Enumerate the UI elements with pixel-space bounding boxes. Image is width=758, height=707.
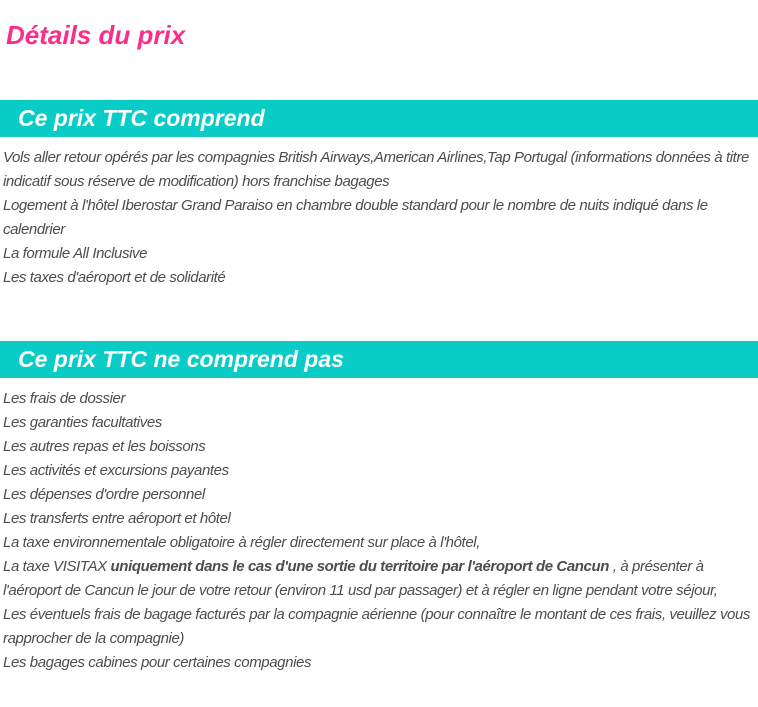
included-item: Vols aller retour opérés par les compagnies British Airways,American Airlines,Tap Portugal (informations données à titre indicatif sous réserve de modification) hors franchise bagages: [3, 149, 749, 190]
excluded-item: Les autres repas et les boissons: [3, 438, 206, 455]
included-item: Logement à l'hôtel Iberostar Grand Paraiso en chambre double standard pour le nombre de nuits indiqué dans le calendrier: [3, 197, 708, 238]
excluded-item: Les frais de dossier: [3, 390, 126, 407]
included-item: Les taxes d'aéroport et de solidarité: [3, 269, 226, 286]
excluded-item: Les éventuels frais de bagage facturés par la compagnie aérienne (pour connaître le montant de ces frais, veuillez vous rapprocher de la compagnie): [3, 606, 751, 647]
excluded-section-body: [0, 378, 758, 675]
page-title: Détails du prix: [6, 20, 186, 50]
excluded-item: Les activités et excursions payantes: [3, 462, 229, 479]
excluded-item: Les garanties facultatives: [3, 414, 162, 431]
included-section-header-label: Ce prix TTC comprend: [18, 105, 265, 131]
excluded-item: Les dépenses d'ordre personnel: [3, 486, 205, 503]
excluded-section-header: [0, 341, 758, 378]
included-section-body: [0, 137, 758, 290]
excluded-item-visitax: [3, 555, 752, 603]
excluded-section-header-label: Ce prix TTC ne comprend pas: [18, 346, 344, 372]
excluded-item: Les transferts entre aéroport et hôtel: [3, 510, 231, 527]
visitax-suffix: , à présenter à l'aéroport de Cancun le jour de votre retour (environ 11 usd par passager) et à régler en ligne pendant votre séjour,: [3, 558, 718, 599]
included-item: La formule All Inclusive: [3, 245, 148, 262]
excluded-item: Les bagages cabines pour certaines compagnies: [3, 654, 312, 671]
excluded-item: La taxe environnementale obligatoire à régler directement sur place à l'hôtel,: [3, 534, 480, 551]
visitax-bold-text: uniquement dans le cas d'une sortie du territoire par l'aéroport de Cancun: [110, 558, 610, 575]
visitax-prefix: La taxe VISITAX: [3, 558, 111, 575]
included-section-header: [0, 100, 758, 137]
